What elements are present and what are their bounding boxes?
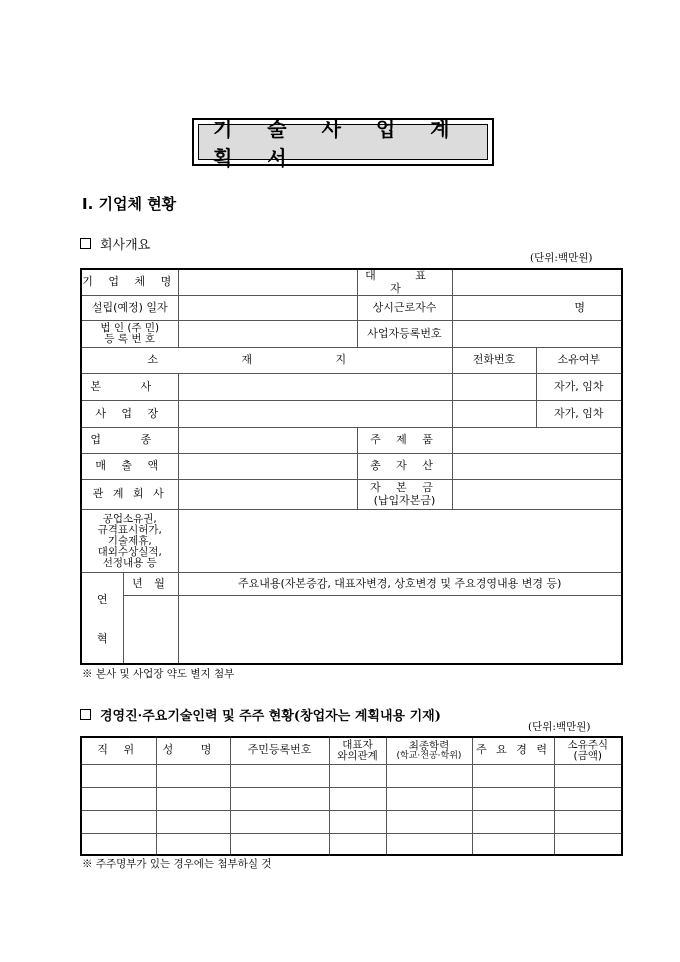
label-location: 소 재 지 [81, 348, 452, 374]
label-employees: 상시근로자수 [357, 296, 452, 321]
table-row [81, 810, 622, 833]
input-industry[interactable] [178, 428, 357, 454]
head-office-owner: 자가, 임차 [536, 374, 622, 401]
label-ceo: 대 표 자 [357, 269, 452, 296]
ip-line3: 기술제휴, [107, 534, 152, 547]
table-row [81, 348, 622, 374]
education-line1: 최종학력 [408, 739, 450, 752]
management-note: ※ 주주명부가 있는 경우에는 첨부하실 것 [82, 858, 272, 870]
document-title: 기 술 사 업 계 획 서 [198, 124, 488, 160]
input-sales[interactable] [178, 454, 357, 480]
shares-line1: 소유주식 [567, 738, 609, 751]
cell[interactable] [554, 810, 622, 833]
input-ceo[interactable] [452, 269, 622, 296]
cell[interactable] [554, 833, 622, 855]
cell[interactable] [386, 833, 472, 855]
header-resident-no: 주민등록번호 [230, 737, 329, 764]
history-v2: 혁 [96, 631, 108, 645]
table-row [81, 787, 622, 810]
label-phone: 전화번호 [452, 348, 536, 374]
cell[interactable] [81, 810, 156, 833]
history-v1: 연 [96, 592, 108, 606]
cell[interactable] [554, 764, 622, 787]
overview-heading [80, 234, 150, 253]
management-heading [80, 705, 441, 724]
relation-line1: 대표자 [342, 738, 373, 751]
cell[interactable] [230, 764, 329, 787]
cell[interactable] [81, 833, 156, 855]
company-overview-table [80, 268, 623, 665]
table-row [81, 374, 622, 401]
education-line2: (학교·전공·학위) [396, 750, 462, 761]
cell[interactable] [329, 810, 386, 833]
header-name: 성 명 [156, 737, 230, 764]
table-row [81, 321, 622, 348]
cell[interactable] [472, 764, 554, 787]
label-biz-reg-no: 사업자등록번호 [357, 321, 452, 348]
ip-line4: 대외수상실적, [97, 545, 162, 558]
overview-unit: (단위:백만원) [530, 252, 593, 264]
input-total-assets[interactable] [452, 454, 622, 480]
input-workplace-phone[interactable] [452, 401, 536, 428]
cell[interactable] [472, 787, 554, 810]
header-career: 주 요 경 력 [472, 737, 554, 764]
table-row [81, 428, 622, 454]
overview-heading-text: 회사개요 [100, 238, 151, 253]
cell[interactable] [386, 764, 472, 787]
label-established: 설립(예정) 일자 [81, 296, 178, 321]
capital-line2: (납입자본금) [373, 493, 436, 507]
cell[interactable] [156, 787, 230, 810]
cell[interactable] [554, 787, 622, 810]
label-ownership: 소유여부 [536, 348, 622, 374]
label-history-content: 주요내용(자본증감, 대표자변경, 상호변경 및 주요경영내용 변경 등) [178, 573, 622, 596]
employees-unit: 명 [574, 300, 585, 314]
table-row [81, 401, 622, 428]
label-year-month: 년 월 [123, 573, 178, 596]
table-row [81, 833, 622, 855]
checkbox-icon [80, 709, 91, 720]
cell[interactable] [81, 764, 156, 787]
cell[interactable] [386, 810, 472, 833]
document-title-box [192, 117, 494, 170]
corp-no-line2: 등 록 번 호 [104, 333, 156, 346]
overview-note: ※ 본사 및 사업장 약도 별지 첨부 [82, 668, 235, 680]
table-row [81, 480, 622, 510]
input-corp-no[interactable] [178, 321, 357, 348]
input-ip-tech[interactable] [178, 510, 622, 573]
table-header-row [81, 737, 622, 764]
table-row [81, 269, 622, 296]
input-established[interactable] [178, 296, 357, 321]
input-history-content[interactable] [178, 596, 622, 664]
input-employees[interactable] [452, 296, 622, 321]
input-head-office[interactable] [178, 374, 452, 401]
input-main-product[interactable] [452, 428, 622, 454]
management-heading-text: 경영진·주요기술인력 및 주주 현황(창업자는 계획내용 기재) [100, 709, 441, 724]
cell[interactable] [230, 833, 329, 855]
ip-line1: 공업소유권, [102, 512, 157, 525]
cell[interactable] [472, 833, 554, 855]
table-row [81, 296, 622, 321]
input-affiliates[interactable] [178, 480, 357, 510]
label-capital [357, 480, 452, 510]
relation-line2: 와의관계 [337, 749, 378, 762]
cell[interactable] [81, 787, 156, 810]
ip-line5: 선정내용 등 [102, 556, 157, 569]
table-row [81, 573, 622, 596]
label-ip-tech [81, 510, 178, 573]
cell[interactable] [230, 810, 329, 833]
label-main-product: 주 제 품 [357, 428, 452, 454]
table-row [81, 454, 622, 480]
input-head-office-phone[interactable] [452, 374, 536, 401]
management-table [80, 736, 623, 856]
cell[interactable] [156, 833, 230, 855]
corp-no-line1: 법 인 (주 민) [100, 322, 160, 335]
capital-line1: 자 본 금 [370, 481, 439, 495]
input-workplace[interactable] [178, 401, 452, 428]
label-history [81, 573, 123, 664]
cell[interactable] [329, 787, 386, 810]
header-position: 직 위 [81, 737, 156, 764]
table-row [81, 596, 622, 664]
section-heading: Ⅰ. 기업체 현황 [82, 195, 177, 213]
label-workplace: 사 업 장 [81, 401, 178, 428]
management-unit: (단위:백만원) [528, 721, 591, 733]
table-row [81, 764, 622, 787]
shares-line2: (금액) [573, 749, 602, 762]
cell[interactable] [329, 764, 386, 787]
label-affiliates: 관 계 회 사 [81, 480, 178, 510]
ip-line2: 규격표시허가, [97, 523, 162, 536]
workplace-owner: 자가, 임차 [536, 401, 622, 428]
cell[interactable] [156, 810, 230, 833]
cell[interactable] [386, 787, 472, 810]
input-company-name[interactable] [178, 269, 357, 296]
label-company-name: 기 업 체 명 [81, 269, 178, 296]
header-shares [554, 737, 622, 764]
header-education [386, 737, 472, 764]
input-capital[interactable] [452, 480, 622, 510]
checkbox-icon [80, 238, 91, 249]
label-total-assets: 총 자 산 [357, 454, 452, 480]
cell[interactable] [156, 764, 230, 787]
cell[interactable] [472, 810, 554, 833]
input-biz-reg-no[interactable] [452, 321, 622, 348]
input-year-month[interactable] [123, 596, 178, 664]
label-head-office: 본 사 [81, 374, 178, 401]
label-industry: 업 종 [81, 428, 178, 454]
cell[interactable] [329, 833, 386, 855]
label-sales: 매 출 액 [81, 454, 178, 480]
table-row [81, 510, 622, 573]
label-corp-no [81, 321, 178, 348]
cell[interactable] [230, 787, 329, 810]
header-relation [329, 737, 386, 764]
